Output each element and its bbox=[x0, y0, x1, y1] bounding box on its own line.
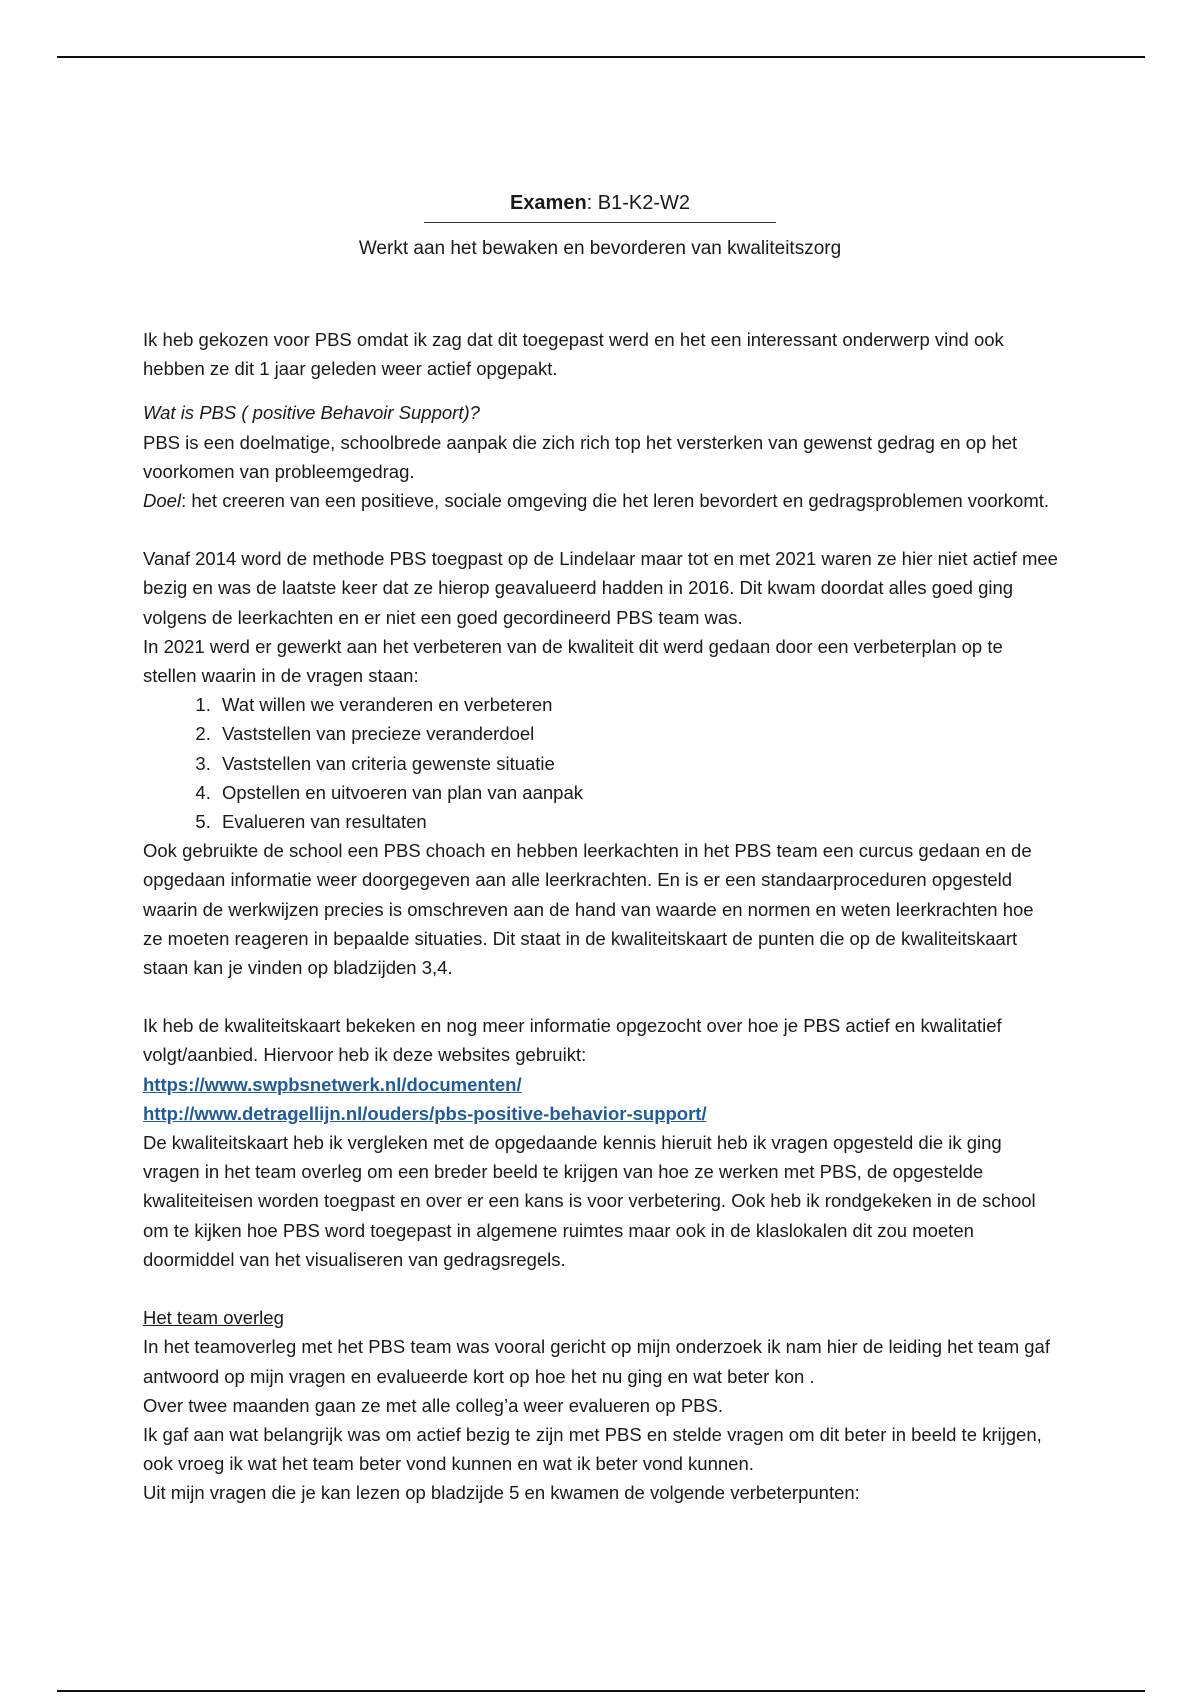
team-line-2: Over twee maanden gaan ze met alle colleg’a weer evalueren op PBS. bbox=[143, 1394, 724, 1416]
bottom-rule bbox=[57, 1690, 1145, 1692]
list-item: 4. Opstellen en uitvoeren van plan van aanpak bbox=[216, 778, 1058, 807]
list-item: 1. Wat willen we veranderen en verbeteren bbox=[216, 690, 1058, 719]
pbs-goal bbox=[143, 486, 1058, 515]
list-item: 2. Vaststellen van precieze veranderdoel bbox=[216, 719, 1058, 748]
goal-label: Doel bbox=[143, 490, 182, 512]
pbs-definition: PBS is een doelmatige, schoolbrede aanpak die zich rich top het versterken van gewenst gedrag en op het voorkomen van probleemgedrag. bbox=[143, 431, 1018, 482]
list-item: 5. Evalueren van resultaten bbox=[216, 807, 1058, 836]
intro-paragraph: Ik heb gekozen voor PBS omdat ik zag dat dit toegepast werd en het een interessant onderwerp vind ook hebben ze dit 1 jaar geleden weer actief opgepakt. bbox=[143, 329, 1004, 380]
top-rule bbox=[57, 56, 1145, 58]
team-heading: Het team overleg bbox=[143, 1307, 284, 1329]
team-line-3: Ik gaf aan wat belangrijk was om actief bezig te zijn met PBS en stelde vragen om dit beter in beeld te krijgen, ook vroeg ik wat het team beter vond kunnen en wat ik beter vond kunnen. bbox=[143, 1423, 1042, 1475]
history-paragraph-1: Vanaf 2014 word de methode PBS toegpast op de Lindelaar maar tot en met 2021 waren ze hier niet actief mee bezig en was de laatste keer dat ze hierop geavalueerd hadden in 2016. Dit kwam doordat alles goed ging volgens de leerkachten en er niet een goed gecordineerd PBS team was. bbox=[143, 548, 1058, 628]
list-item: 3. Vaststellen van criteria gewenste situatie bbox=[216, 749, 1058, 778]
exam-subtitle: Werkt aan het bewaken en bevorderen van kwaliteitszorg bbox=[358, 238, 842, 259]
history-paragraph-3: Ook gebruikte de school een PBS choach en hebben leerkachten in het PBS team een curcus gedaan en de opgedaan informatie weer doorgegeven aan alle leerkrachten. En is er een standaarproceduren opgesteld waarin de werkwijzen precies is omschreven aan de hand van waarde en normen en weten leerkrachten hoe ze moeten reageren in bepaalde situaties. Dit staat in de kwaliteitskaart de punten die op de kwaliteitskaart staan kan je vinden op bladzijden 3,4. bbox=[143, 840, 1034, 979]
team-line-4: Uit mijn vragen die je kan lezen op bladzijde 5 en kwamen de volgende verbeterpunten: bbox=[143, 1482, 860, 1504]
research-paragraph-1: Ik heb de kwaliteitskaart bekeken en nog meer informatie opgezocht over hoe je PBS actief en kwalitatief volgt/aanbied. Hiervoor heb ik deze websites gebruikt: bbox=[143, 1015, 1002, 1066]
pbs-question: Wat is PBS ( positive Behavoir Support)? bbox=[143, 402, 480, 424]
research-paragraph-2: De kwaliteitskaart heb ik vergleken met de opgedaande kennis hieruit heb ik vragen opgesteld die ik ging vragen in het team overleg om een breder beeld te krijgen van hoe ze werken met PBS, de opgestelde kwaliteiteisen worden toegpast en over er een kans is voor verbetering. Ook heb ik rondgekeken in de school om te kijken hoe PBS word toegepast in algemene ruimtes maar ook in de klaslokalen dit zou moeten doormiddel van het visualiseren van gedragsregels. bbox=[143, 1132, 1036, 1270]
exam-title bbox=[424, 190, 776, 223]
goal-text: : het creeren van een positieve, sociale omgeving die het leren bevordert en gedragsproblemen voorkomt. bbox=[181, 490, 1050, 512]
team-line-1: In het teamoverleg met het PBS team was vooral gericht op mijn onderzoek ik nam hier de leiding het team gaf antwoord op mijn vragen en evalueerde kort op hoe het nu ging en wat beter kon . bbox=[143, 1336, 1050, 1387]
exam-code: : B1-K2-W2 bbox=[586, 192, 691, 214]
swpbs-link[interactable]: https://www.swpbsnetwerk.nl/documenten/ bbox=[143, 1073, 522, 1095]
history-paragraph-2: In 2021 werd er gewerkt aan het verbeteren van de kwaliteit dit werd gedaan door een verbeterplan op te stellen waarin in de vragen staan: bbox=[143, 635, 1003, 687]
improvement-steps-list bbox=[143, 690, 1058, 836]
detragellijn-link[interactable]: http://www.detragellijn.nl/ouders/pbs-positive-behavior-support/ bbox=[143, 1102, 707, 1124]
document-header bbox=[0, 190, 1200, 261]
exam-label: Examen bbox=[509, 192, 587, 214]
document-body bbox=[143, 325, 1058, 1508]
